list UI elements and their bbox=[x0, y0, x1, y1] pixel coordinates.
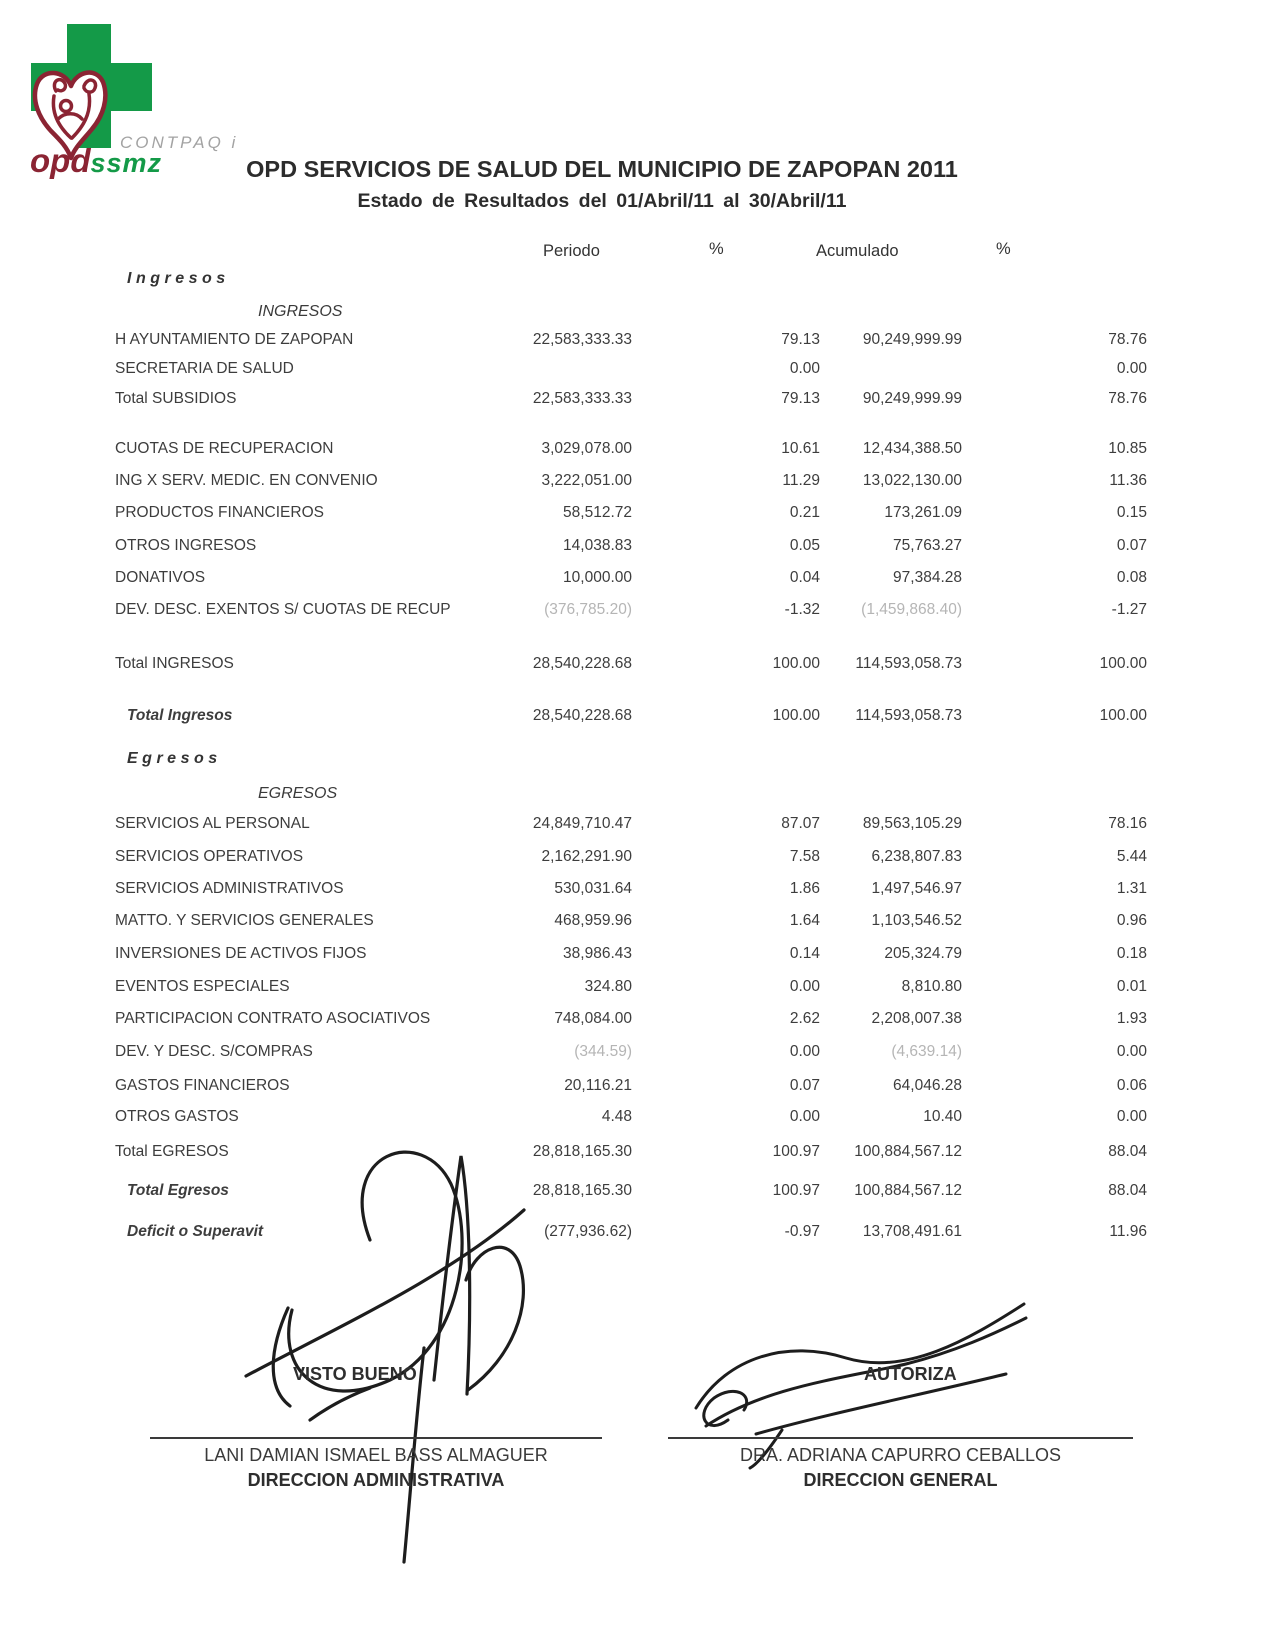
statement-row bbox=[115, 815, 1150, 837]
periodo-value: 324.80 bbox=[584, 978, 632, 995]
periodo-pct-value: 79.13 bbox=[781, 390, 820, 407]
statement-row bbox=[115, 1182, 1150, 1204]
acumulado-pct-value: 0.07 bbox=[1116, 537, 1147, 554]
statement-row bbox=[115, 785, 1150, 807]
row-label: DEV. Y DESC. S/COMPRAS bbox=[115, 1043, 313, 1060]
statement-row bbox=[115, 750, 1150, 772]
statement-row bbox=[115, 1043, 1150, 1065]
periodo-pct-value: 0.00 bbox=[789, 1043, 820, 1060]
statement-row bbox=[115, 390, 1150, 412]
periodo-pct-value: 0.00 bbox=[789, 1108, 820, 1125]
periodo-pct-value: 10.61 bbox=[781, 440, 820, 457]
periodo-value: (376,785.20) bbox=[544, 601, 632, 618]
org-abbrev-opd: opd bbox=[30, 142, 91, 179]
statement-row bbox=[115, 472, 1150, 494]
row-label: ING X SERV. MEDIC. EN CONVENIO bbox=[115, 472, 378, 489]
periodo-pct-value: 0.14 bbox=[789, 945, 820, 962]
row-label: DEV. DESC. EXENTOS S/ CUOTAS DE RECUP bbox=[115, 601, 451, 618]
acumulado-value: 114,593,058.73 bbox=[855, 655, 962, 672]
periodo-pct-value: 100.00 bbox=[772, 707, 820, 724]
periodo-pct-value: -0.97 bbox=[784, 1223, 820, 1240]
row-label: SERVICIOS AL PERSONAL bbox=[115, 815, 310, 832]
row-label: Total EGRESOS bbox=[115, 1143, 229, 1160]
periodo-value: 4.48 bbox=[601, 1108, 632, 1125]
periodo-value: 28,818,165.30 bbox=[532, 1182, 632, 1199]
periodo-pct-value: 79.13 bbox=[781, 331, 820, 348]
periodo-value: 58,512.72 bbox=[563, 504, 632, 521]
periodo-pct-value: 87.07 bbox=[781, 815, 820, 832]
acumulado-pct-value: 10.85 bbox=[1108, 440, 1147, 457]
row-label: INGRESOS bbox=[258, 303, 343, 320]
acumulado-pct-value: 1.31 bbox=[1116, 880, 1147, 897]
periodo-value: 28,540,228.68 bbox=[532, 707, 632, 724]
acumulado-pct-value: 0.15 bbox=[1116, 504, 1147, 521]
row-label: OTROS GASTOS bbox=[115, 1108, 239, 1125]
periodo-value: 748,084.00 bbox=[554, 1010, 632, 1027]
row-label: GASTOS FINANCIEROS bbox=[115, 1077, 290, 1094]
periodo-value: 10,000.00 bbox=[563, 569, 632, 586]
statement-row bbox=[115, 1077, 1150, 1099]
statement-row bbox=[115, 569, 1150, 591]
acumulado-value: 13,708,491.61 bbox=[862, 1223, 962, 1240]
periodo-pct-value: 100.97 bbox=[772, 1143, 820, 1160]
row-label: SERVICIOS OPERATIVOS bbox=[115, 848, 304, 865]
row-label: INVERSIONES DE ACTIVOS FIJOS bbox=[115, 945, 367, 962]
acumulado-value: (4,639.14) bbox=[891, 1043, 962, 1060]
acumulado-value: 75,763.27 bbox=[893, 537, 962, 554]
signer-title-left: DIRECCION ADMINISTRATIVA bbox=[247, 1470, 505, 1490]
acumulado-pct-value: 0.06 bbox=[1116, 1077, 1147, 1094]
periodo-pct-value: 100.00 bbox=[772, 655, 820, 672]
row-label: Egresos bbox=[127, 750, 222, 767]
visto-bueno-caption: VISTO BUENO bbox=[293, 1364, 417, 1384]
acumulado-pct-value: 11.36 bbox=[1109, 472, 1147, 489]
org-abbrev-ssmz: ssmz bbox=[90, 148, 163, 178]
statement-row bbox=[115, 440, 1150, 462]
periodo-value: 14,038.83 bbox=[563, 537, 632, 554]
signature-right bbox=[662, 1282, 1052, 1472]
periodo-value: 20,116.21 bbox=[564, 1077, 632, 1094]
statement-row bbox=[115, 912, 1150, 934]
acumulado-value: 10.40 bbox=[923, 1108, 962, 1125]
periodo-value: 2,162,291.90 bbox=[541, 848, 632, 865]
statement-row bbox=[115, 331, 1150, 353]
column-header-pct-acumulado: % bbox=[996, 240, 1011, 258]
periodo-pct-value: -1.32 bbox=[784, 601, 820, 618]
statement-row bbox=[115, 707, 1150, 729]
statement-row bbox=[115, 655, 1150, 677]
signer-title-right: DIRECCION GENERAL bbox=[803, 1470, 998, 1490]
acumulado-value: 1,103,546.52 bbox=[871, 912, 962, 929]
acumulado-pct-value: 88.04 bbox=[1108, 1143, 1147, 1160]
row-label: EGRESOS bbox=[258, 785, 338, 802]
column-header-pct-periodo: % bbox=[709, 240, 724, 258]
statement-row bbox=[115, 1223, 1150, 1245]
statement-row bbox=[115, 978, 1150, 1000]
page-title: OPD SERVICIOS DE SALUD DEL MUNICIPIO DE ZAPOPAN 2011 bbox=[246, 156, 958, 182]
acumulado-pct-value: 78.76 bbox=[1108, 390, 1147, 407]
signature-line-left bbox=[150, 1437, 602, 1439]
acumulado-pct-value: 78.76 bbox=[1108, 331, 1147, 348]
row-label: Ingresos bbox=[127, 270, 230, 287]
statement-row bbox=[115, 504, 1150, 526]
statement-row bbox=[115, 945, 1150, 967]
periodo-pct-value: 0.00 bbox=[789, 360, 820, 377]
periodo-value: 3,222,051.00 bbox=[541, 472, 632, 489]
acumulado-value: 205,324.79 bbox=[884, 945, 962, 962]
acumulado-pct-value: 0.00 bbox=[1116, 360, 1147, 377]
row-label: Deficit o Superavit bbox=[127, 1223, 264, 1240]
acumulado-value: 90,249,999.99 bbox=[862, 331, 962, 348]
periodo-pct-value: 2.62 bbox=[789, 1010, 820, 1027]
periodo-value: 24,849,710.47 bbox=[532, 815, 632, 832]
row-label: H AYUNTAMIENTO DE ZAPOPAN bbox=[115, 331, 354, 348]
statement-row bbox=[115, 360, 1150, 382]
periodo-value: 28,818,165.30 bbox=[532, 1143, 632, 1160]
acumulado-value: 1,497,546.97 bbox=[871, 880, 962, 897]
acumulado-value: 13,022,130.00 bbox=[862, 472, 962, 489]
periodo-pct-value: 0.07 bbox=[789, 1077, 820, 1094]
signer-name-right: DRA. ADRIANA CAPURRO CEBALLOS bbox=[739, 1445, 1062, 1465]
signer-name-left: LANI DAMIAN ISMAEL BASS ALMAGUER bbox=[204, 1445, 548, 1465]
periodo-pct-value: 1.86 bbox=[789, 880, 820, 897]
periodo-value: 530,031.64 bbox=[554, 880, 632, 897]
acumulado-value: 173,261.09 bbox=[884, 504, 962, 521]
periodo-value: 468,959.96 bbox=[554, 912, 632, 929]
statement-row bbox=[115, 601, 1150, 623]
row-label: EVENTOS ESPECIALES bbox=[115, 978, 290, 995]
statement-row bbox=[115, 1010, 1150, 1032]
periodo-value: (277,936.62) bbox=[544, 1223, 632, 1240]
periodo-pct-value: 11.29 bbox=[782, 472, 820, 489]
acumulado-pct-value: 0.08 bbox=[1116, 569, 1147, 586]
acumulado-pct-value: -1.27 bbox=[1111, 601, 1147, 618]
acumulado-pct-value: 100.00 bbox=[1099, 655, 1147, 672]
row-label: Total Egresos bbox=[127, 1182, 229, 1199]
acumulado-value: 89,563,105.29 bbox=[862, 815, 962, 832]
periodo-value: (344.59) bbox=[574, 1043, 632, 1060]
periodo-pct-value: 1.64 bbox=[789, 912, 820, 929]
periodo-pct-value: 0.00 bbox=[789, 978, 820, 995]
contpaq-watermark: CONTPAQ i bbox=[120, 133, 239, 152]
acumulado-value: 12,434,388.50 bbox=[862, 440, 962, 457]
periodo-pct-value: 0.05 bbox=[789, 537, 820, 554]
statement-row bbox=[115, 1143, 1150, 1165]
periodo-pct-value: 100.97 bbox=[772, 1182, 820, 1199]
page-subtitle: Estado de Resultados del 01/Abril/11 al 30/Abril/11 bbox=[357, 190, 847, 212]
acumulado-pct-value: 0.00 bbox=[1116, 1108, 1147, 1125]
acumulado-pct-value: 5.44 bbox=[1116, 848, 1147, 865]
acumulado-pct-value: 78.16 bbox=[1108, 815, 1147, 832]
acumulado-value: 114,593,058.73 bbox=[855, 707, 962, 724]
statement-row bbox=[115, 848, 1150, 870]
periodo-pct-value: 0.04 bbox=[789, 569, 820, 586]
acumulado-value: 2,208,007.38 bbox=[871, 1010, 962, 1027]
statement-row bbox=[115, 1108, 1150, 1130]
column-header-periodo: Periodo bbox=[543, 242, 600, 260]
row-label: MATTO. Y SERVICIOS GENERALES bbox=[115, 912, 374, 929]
acumulado-value: 100,884,567.12 bbox=[854, 1143, 962, 1160]
periodo-pct-value: 7.58 bbox=[789, 848, 820, 865]
autoriza-caption: AUTORIZA bbox=[864, 1364, 957, 1384]
row-label: PARTICIPACION CONTRATO ASOCIATIVOS bbox=[115, 1010, 431, 1027]
periodo-value: 22,583,333.33 bbox=[532, 390, 632, 407]
acumulado-pct-value: 88.04 bbox=[1108, 1182, 1147, 1199]
acumulado-value: (1,459,868.40) bbox=[861, 601, 962, 618]
periodo-value: 3,029,078.00 bbox=[541, 440, 632, 457]
statement-row bbox=[115, 270, 1150, 292]
acumulado-value: 100,884,567.12 bbox=[854, 1182, 962, 1199]
periodo-value: 38,986.43 bbox=[563, 945, 632, 962]
acumulado-pct-value: 0.18 bbox=[1116, 945, 1147, 962]
row-label: Total Ingresos bbox=[127, 707, 233, 724]
statement-row bbox=[115, 880, 1150, 902]
row-label: Total SUBSIDIOS bbox=[115, 390, 237, 407]
row-label: OTROS INGRESOS bbox=[115, 537, 257, 554]
signature-line-right bbox=[668, 1437, 1133, 1439]
row-label: Total INGRESOS bbox=[115, 655, 234, 672]
column-header-acumulado: Acumulado bbox=[816, 242, 899, 260]
statement-rows bbox=[115, 260, 1150, 1245]
row-label: CUOTAS DE RECUPERACION bbox=[115, 440, 334, 457]
row-label: SECRETARIA DE SALUD bbox=[115, 360, 294, 377]
statement-row bbox=[115, 537, 1150, 559]
acumulado-value: 90,249,999.99 bbox=[862, 390, 962, 407]
periodo-pct-value: 0.21 bbox=[789, 504, 820, 521]
statement-row bbox=[115, 303, 1150, 325]
periodo-value: 28,540,228.68 bbox=[532, 655, 632, 672]
acumulado-pct-value: 0.01 bbox=[1116, 978, 1147, 995]
row-label: SERVICIOS ADMINISTRATIVOS bbox=[115, 880, 344, 897]
periodo-value: 22,583,333.33 bbox=[532, 331, 632, 348]
acumulado-pct-value: 100.00 bbox=[1099, 707, 1147, 724]
row-label: DONATIVOS bbox=[115, 569, 206, 586]
acumulado-pct-value: 0.00 bbox=[1116, 1043, 1147, 1060]
acumulado-value: 97,384.28 bbox=[893, 569, 962, 586]
acumulado-pct-value: 1.93 bbox=[1116, 1010, 1147, 1027]
acumulado-pct-value: 0.96 bbox=[1116, 912, 1147, 929]
acumulado-value: 6,238,807.83 bbox=[871, 848, 962, 865]
row-label: PRODUCTOS FINANCIEROS bbox=[115, 504, 324, 521]
acumulado-pct-value: 11.96 bbox=[1109, 1223, 1147, 1240]
acumulado-value: 64,046.28 bbox=[893, 1077, 962, 1094]
acumulado-value: 8,810.80 bbox=[901, 978, 962, 995]
